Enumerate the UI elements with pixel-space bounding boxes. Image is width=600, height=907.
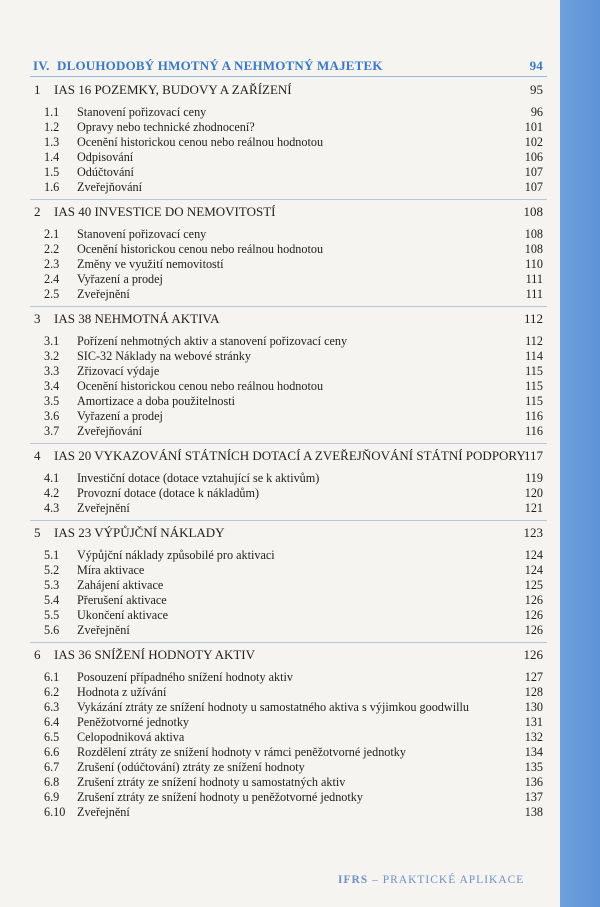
chapter-page: 123 [523, 525, 543, 540]
section-title: Ocenění historickou cenou nebo reálnou hodnotou [77, 242, 324, 256]
chapter-number: 5 [34, 525, 41, 540]
toc-section [30, 287, 547, 302]
section-page: 112 [525, 334, 543, 348]
section-number: 1.5 [44, 165, 60, 179]
section-number: 2.4 [44, 272, 60, 286]
section-number: 6.9 [44, 790, 60, 804]
section-page: 115 [525, 379, 543, 393]
section-title: Hodnota z užívání [77, 685, 167, 699]
section-page: 137 [524, 790, 543, 804]
chapter-sections [30, 223, 547, 306]
toc-section [30, 685, 547, 700]
part-page: 94 [529, 58, 543, 73]
section-number: 1.1 [44, 105, 60, 119]
section-number: 5.5 [44, 608, 60, 622]
section-number: 3.5 [44, 394, 60, 408]
toc-section [30, 745, 547, 760]
side-color-stripe [560, 0, 600, 907]
section-number: 1.4 [44, 150, 60, 164]
section-page: 108 [524, 242, 543, 256]
section-page: 116 [525, 409, 543, 423]
toc-chapter [30, 443, 547, 467]
section-page: 115 [525, 364, 543, 378]
toc-section [30, 578, 547, 593]
footer-subtitle: – PRAKTICKÉ APLIKACE [372, 874, 525, 886]
chapter-page: 108 [523, 204, 543, 219]
toc-section [30, 150, 547, 165]
section-number: 6.8 [44, 775, 60, 789]
section-number: 6.10 [44, 805, 66, 819]
section-title: Opravy nebo technické zhodnocení? [77, 120, 255, 134]
section-title: Pořízení nehmotných aktiv a stanovení pořizovací ceny [77, 334, 348, 348]
toc-section [30, 548, 547, 563]
section-title: Ukončení aktivace [77, 608, 169, 622]
toc-section [30, 471, 547, 486]
chapter-title: IAS 23 VÝPŮJČNÍ NÁKLADY [54, 525, 225, 540]
section-number: 5.2 [44, 563, 60, 577]
toc-section [30, 563, 547, 578]
section-number: 5.3 [44, 578, 60, 592]
footer-brand: IFRS [338, 874, 369, 886]
section-number: 4.3 [44, 501, 60, 515]
section-number: 3.3 [44, 364, 60, 378]
section-title: Ocenění historickou cenou nebo reálnou hodnotou [77, 135, 324, 149]
section-title: Zveřejnění [77, 623, 130, 637]
section-page: 126 [524, 623, 543, 637]
toc-section [30, 364, 547, 379]
section-title: Zřizovací výdaje [77, 364, 160, 378]
section-number: 6.2 [44, 685, 60, 699]
chapter-title: IAS 20 VYKAZOVÁNÍ STÁTNÍCH DOTACÍ A ZVEŘEJŇOVÁNÍ STÁTNÍ PODPORY [54, 448, 526, 463]
section-page: 131 [524, 715, 543, 729]
section-page: 126 [524, 593, 543, 607]
chapter-page: 117 [523, 448, 543, 463]
section-number: 3.2 [44, 349, 60, 363]
section-number: 1.6 [44, 180, 60, 194]
section-page: 130 [524, 700, 543, 714]
section-page: 115 [525, 394, 543, 408]
section-number: 3.7 [44, 424, 60, 438]
chapter-title: IAS 36 SNÍŽENÍ HODNOTY AKTIV [54, 647, 255, 662]
section-page: 114 [525, 349, 543, 363]
section-page: 101 [524, 120, 543, 134]
chapter-title: IAS 38 NEHMOTNÁ AKTIVA [54, 311, 220, 326]
toc-section [30, 760, 547, 775]
toc-chapter [30, 520, 547, 544]
section-number: 6.7 [44, 760, 60, 774]
section-title: Posouzení případného snížení hodnoty aktiv [77, 670, 293, 684]
toc-section [30, 593, 547, 608]
section-page: 134 [524, 745, 543, 759]
section-number: 4.1 [44, 471, 60, 485]
section-title: Zveřejnění [77, 805, 130, 819]
chapter-sections [30, 330, 547, 443]
section-number: 3.6 [44, 409, 60, 423]
section-page: 96 [530, 105, 543, 119]
section-title: Zrušení (odúčtování) ztráty ze snížení hodnoty [77, 760, 305, 774]
toc-section [30, 623, 547, 638]
toc-section [30, 730, 547, 745]
toc-section [30, 334, 547, 349]
section-number: 6.4 [44, 715, 60, 729]
chapter-page: 126 [523, 647, 543, 662]
section-title: SIC-32 Náklady na webové stránky [77, 349, 251, 363]
part-title: DLOUHODOBÝ HMOTNÝ A NEHMOTNÝ MAJETEK [57, 58, 383, 73]
chapter-page: 95 [530, 82, 543, 97]
section-page: 132 [524, 730, 543, 744]
chapter-title: IAS 16 POZEMKY, BUDOVY A ZAŘÍZENÍ [54, 82, 292, 97]
toc-section [30, 135, 547, 150]
section-page: 119 [525, 471, 543, 485]
section-page: 138 [524, 805, 543, 819]
toc-section [30, 424, 547, 439]
section-title: Zahájení aktivace [77, 578, 164, 592]
section-page: 111 [525, 287, 543, 301]
toc-chapter [30, 642, 547, 666]
part-divider [30, 76, 547, 77]
section-title: Zveřejňování [77, 180, 142, 194]
toc-section [30, 486, 547, 501]
section-title: Ocenění historickou cenou nebo reálnou hodnotou [77, 379, 324, 393]
section-title: Přerušení aktivace [77, 593, 167, 607]
section-title: Investiční dotace (dotace vztahující se k aktivům) [77, 471, 320, 485]
section-title: Vyřazení a prodej [77, 272, 163, 286]
section-number: 6.3 [44, 700, 60, 714]
section-page: 102 [524, 135, 543, 149]
toc-chapter [30, 306, 547, 330]
toc-section [30, 120, 547, 135]
section-number: 3.1 [44, 334, 60, 348]
section-number: 6.6 [44, 745, 60, 759]
section-page: 120 [524, 486, 543, 500]
toc-chapter [30, 199, 547, 223]
section-title: Stanovení pořizovací ceny [77, 227, 207, 241]
section-page: 124 [524, 563, 543, 577]
section-number: 6.5 [44, 730, 60, 744]
section-page: 107 [524, 180, 543, 194]
toc-section [30, 227, 547, 242]
chapter-number: 1 [34, 82, 41, 97]
section-title: Zveřejnění [77, 501, 130, 515]
section-title: Amortizace a doba použitelnosti [77, 394, 236, 408]
chapter-number: 3 [34, 311, 41, 326]
toc-section [30, 775, 547, 790]
toc-section [30, 379, 547, 394]
toc-section [30, 105, 547, 120]
chapter-title: IAS 40 INVESTICE DO NEMOVITOSTÍ [54, 204, 276, 219]
section-title: Míra aktivace [77, 563, 145, 577]
section-title: Stanovení pořizovací ceny [77, 105, 207, 119]
section-page: 108 [524, 227, 543, 241]
chapter-number: 4 [34, 448, 41, 463]
section-title: Změny ve využití nemovitostí [77, 257, 224, 271]
toc-section [30, 409, 547, 424]
section-number: 1.2 [44, 120, 60, 134]
toc-section [30, 805, 547, 820]
toc-section [30, 257, 547, 272]
section-number: 6.1 [44, 670, 60, 684]
chapter-sections [30, 666, 547, 824]
part-number: IV. [33, 58, 50, 73]
section-number: 1.3 [44, 135, 60, 149]
section-title: Odpisování [77, 150, 134, 164]
section-number: 2.3 [44, 257, 60, 271]
section-page: 128 [524, 685, 543, 699]
section-page: 107 [524, 165, 543, 179]
chapter-sections [30, 101, 547, 199]
section-title: Výpůjční náklady způsobilé pro aktivaci [77, 548, 275, 562]
section-title: Rozdělení ztráty ze snížení hodnoty v rámci peněžotvorné jednotky [77, 745, 406, 759]
toc-section [30, 165, 547, 180]
section-number: 4.2 [44, 486, 60, 500]
page-footer [338, 874, 548, 886]
section-number: 2.5 [44, 287, 60, 301]
section-page: 135 [524, 760, 543, 774]
section-title: Zrušení ztráty ze snížení hodnoty u samostatných aktiv [77, 775, 346, 789]
part-heading [33, 58, 543, 76]
section-number: 5.1 [44, 548, 60, 562]
chapter-page: 112 [523, 311, 543, 326]
section-page: 136 [524, 775, 543, 789]
section-title: Vykázání ztráty ze snížení hodnoty u samostatného aktiva s výjimkou goodwillu [77, 700, 469, 714]
toc-section [30, 790, 547, 805]
section-number: 3.4 [44, 379, 60, 393]
chapter-number: 2 [34, 204, 41, 219]
toc-section [30, 715, 547, 730]
section-title: Peněžotvorné jednotky [77, 715, 190, 729]
chapter-number: 6 [34, 647, 41, 662]
section-number: 2.1 [44, 227, 60, 241]
section-title: Zveřejnění [77, 287, 130, 301]
toc-section [30, 700, 547, 715]
toc-section [30, 394, 547, 409]
section-number: 5.6 [44, 623, 60, 637]
section-title: Zveřejňování [77, 424, 142, 438]
toc-section [30, 180, 547, 195]
section-title: Zrušení ztráty ze snížení hodnoty u peněžotvorné jednotky [77, 790, 363, 804]
section-page: 126 [524, 608, 543, 622]
toc-section [30, 272, 547, 287]
chapter-sections [30, 544, 547, 642]
toc-chapter [30, 78, 547, 101]
section-title: Provozní dotace (dotace k nákladům) [77, 486, 260, 500]
section-number: 5.4 [44, 593, 60, 607]
section-page: 111 [525, 272, 543, 286]
section-page: 125 [524, 578, 543, 592]
toc-section [30, 242, 547, 257]
section-page: 110 [525, 257, 543, 271]
section-number: 2.2 [44, 242, 60, 256]
toc-section [30, 501, 547, 516]
section-page: 106 [524, 150, 543, 164]
toc-section [30, 349, 547, 364]
section-page: 116 [525, 424, 543, 438]
toc-section [30, 608, 547, 623]
section-title: Odúčtování [77, 165, 134, 179]
section-page: 124 [524, 548, 543, 562]
toc-section [30, 670, 547, 685]
section-title: Celopodniková aktiva [77, 730, 185, 744]
section-title: Vyřazení a prodej [77, 409, 163, 423]
section-page: 121 [524, 501, 543, 515]
section-page: 127 [524, 670, 543, 684]
chapter-sections [30, 467, 547, 520]
table-of-contents [30, 78, 547, 824]
